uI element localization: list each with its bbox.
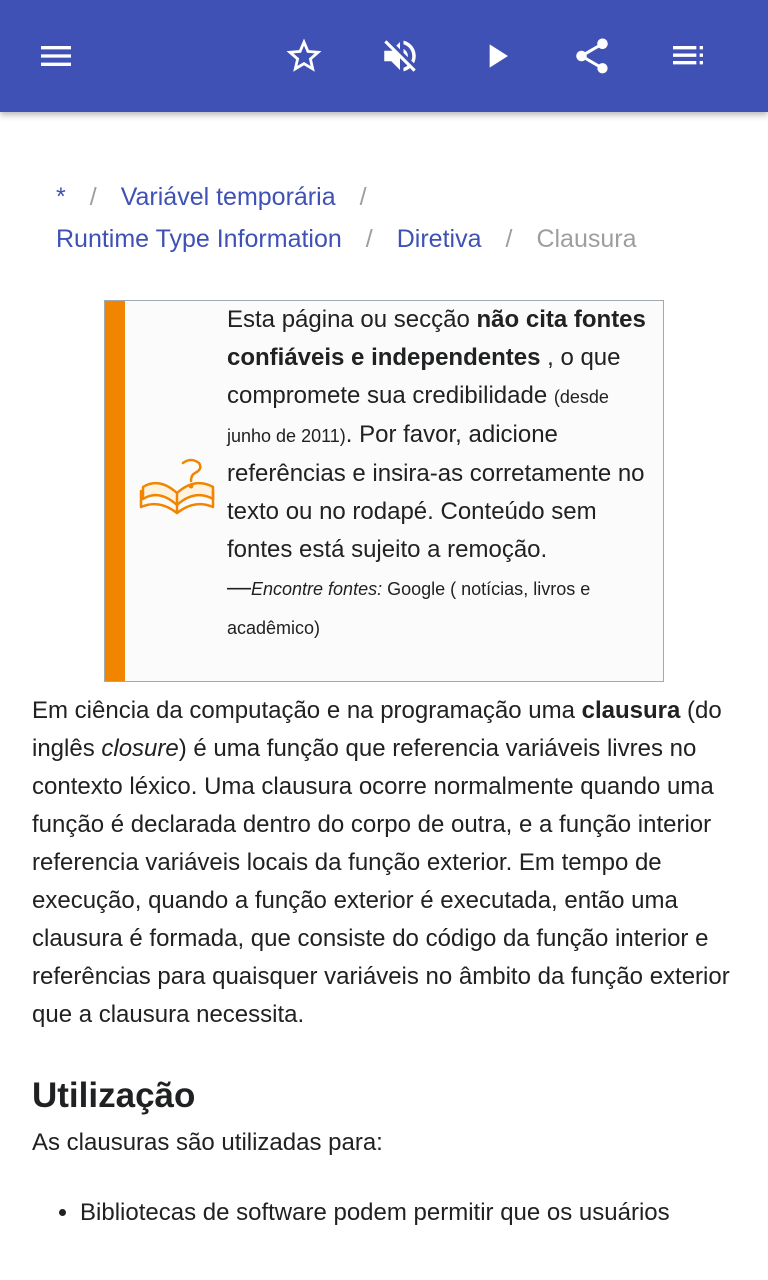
favorite-button[interactable] [276, 28, 332, 84]
notice-text: Esta página ou secção [227, 306, 477, 333]
volume-off-icon [379, 35, 421, 77]
term-bold: clausura [581, 697, 681, 724]
separator-text: ) [314, 618, 321, 638]
notice-bold-text: não cita fontes confiáveis e independentes [227, 306, 646, 371]
academic-link[interactable]: acadêmico [227, 618, 315, 638]
menu-button[interactable] [28, 28, 84, 84]
separator-text: e [575, 579, 591, 599]
notice-date: (desde junho de 2011) [227, 387, 609, 446]
books-link[interactable]: livros [533, 579, 576, 599]
breadcrumb-item-root[interactable]: * [56, 183, 66, 211]
breadcrumb-separator: / [359, 183, 367, 211]
google-link[interactable]: Google ( [382, 579, 462, 599]
find-sources-label: Encontre fontes: [251, 579, 383, 599]
play-button[interactable] [470, 28, 526, 84]
mute-button[interactable] [372, 28, 428, 84]
section-intro: As clausuras são utilizadas para: [32, 1129, 383, 1156]
breadcrumb [56, 176, 746, 260]
paragraph-text: Em ciência da computação e na programação uma [32, 697, 582, 724]
notice-message [227, 301, 657, 647]
share-button[interactable] [564, 28, 620, 84]
citation-notice-box [104, 300, 664, 682]
play-icon [478, 36, 518, 76]
open-book-question-icon [137, 457, 217, 521]
separator-text: , [523, 579, 534, 599]
intro-paragraph [32, 692, 738, 1034]
notice-text: , o que compromete sua credibilidade [227, 344, 621, 409]
dash: — [227, 574, 251, 601]
article-body [32, 692, 738, 1232]
breadcrumb-separator: / [89, 183, 97, 211]
list-item: • Bibliotecas de software podem permitir que os usuários [80, 1194, 738, 1232]
breadcrumb-separator: / [365, 225, 373, 253]
breadcrumb-item-rtti[interactable]: Runtime Type Information [56, 225, 342, 253]
breadcrumb-separator: / [505, 225, 513, 253]
share-icon [571, 35, 613, 77]
term-italic: closure [101, 735, 179, 762]
news-link[interactable]: notícias [461, 579, 524, 599]
menu-icon [36, 36, 76, 76]
notice-accent-stripe [105, 301, 125, 681]
app-bar [0, 0, 768, 112]
playlist-icon [668, 36, 708, 76]
breadcrumb-item-diretiva[interactable]: Diretiva [396, 225, 482, 253]
breadcrumb-current: Clausura [536, 225, 637, 253]
paragraph-text: (do inglês [32, 697, 722, 762]
section-heading: Utilização [32, 1076, 196, 1115]
paragraph-text: ) é uma função que referencia variáveis livres no contexto léxico. Uma clausura ocorre normalmente quando uma função é declarada dentro do corpo de outra, e a função interior referencia variáveis locais da função exterior. Em tempo de execução, quando a função exterior é executada, então uma clausura é formada, que consiste do código da função interior e referências para quaisquer variáveis no âmbito da função exterior que a clausura necessita. [32, 735, 730, 1028]
uses-list [32, 1194, 738, 1232]
star-icon [283, 35, 325, 77]
breadcrumb-item-variavel-temporaria[interactable]: Variável temporária [120, 183, 336, 211]
notice-text: . Por favor, adicione referências e insira-as corretamente no texto ou no rodapé. Conteúdo sem fontes está sujeito a remoção. [227, 421, 645, 563]
table-of-contents-button[interactable] [660, 28, 716, 84]
find-sources-line [227, 574, 591, 638]
